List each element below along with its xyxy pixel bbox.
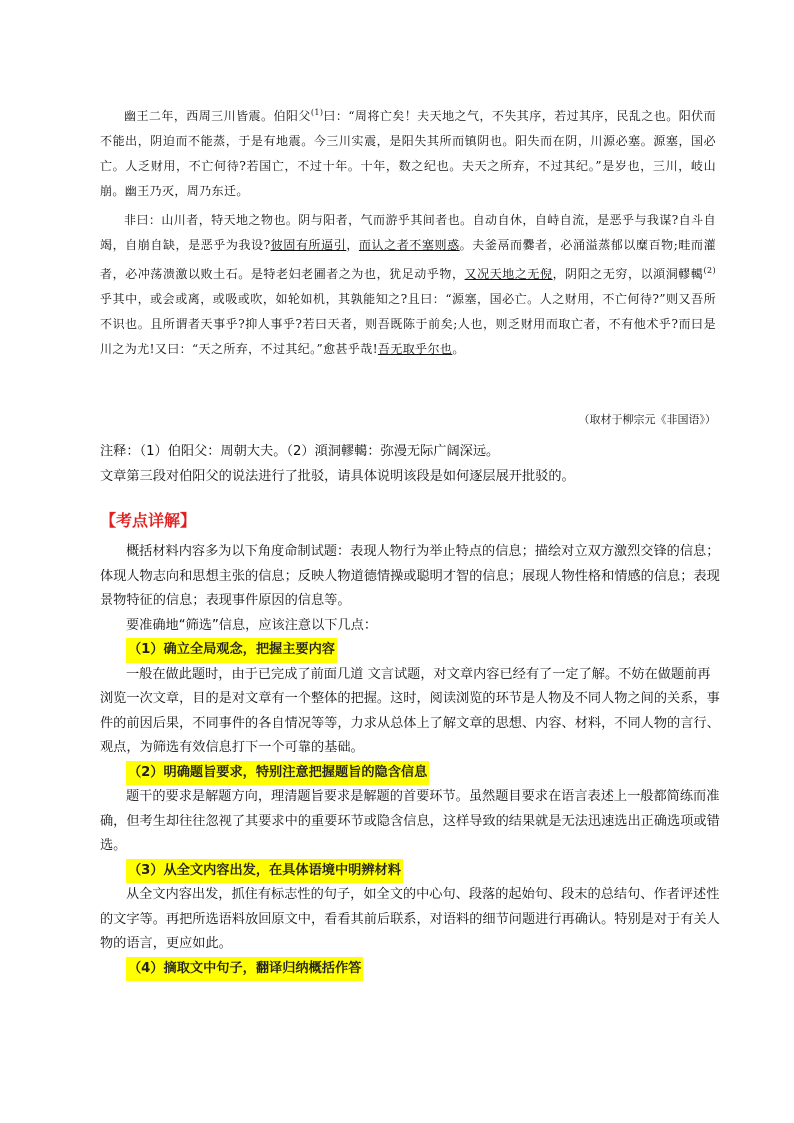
footnote-marker-2: (2) bbox=[703, 266, 716, 275]
point-2-text: 题干的要求是解题方向，理清题旨要求是解题的首要环节。虽然题目要求在语言表述上一般都简练而准确，但考生却往往忽视了其要求中的重要环节或隐含信息，这样导致的结果就是无法迅速选出正确选项或错选。 bbox=[100, 789, 720, 853]
point-1-text: 一般在做此题时，由于已完成了前面几道 文言试题，对文章内容已经有了一定了解。不妨在做题前再浏览一次文章，目的是对文章有一个整体的把握。这时，阅读浏览的环节是人物及不同人物之间的关系，事件的前因后果，不同事件的各自情况等等，力求从总体上了解文章的思想、内容、材料，不同人物的言行、观点，为筛选有效信息打下一个可靠的基础。 bbox=[100, 666, 720, 755]
passage-source: （取材于柳宗元《非国语》） bbox=[578, 413, 716, 426]
passage-paragraph-2: 非曰：山川者，特天地之物也。阴与阳者，气而游乎其间者也。自动自休，自峙自流，是恶乎与我谋?自斗自竭，自崩自缺，是恶乎为我设?彼固有所逼引，而认之者不塞则惑。夫釜鬲而爨者，必涌溢蒸郁以糜百物;畦而灌者，必冲荡溃激以败土石。是特老妇老圃者之为也，犹足动乎物，又况天地之无倪，阴阳之无穷，以澒洞轇轕$^{(2)}$乎其中，或会或离，或吸或吹，如轮如机，其孰能知之?且曰：“源塞，国必亡。人之财用，不亡何待?”则又吾所不识也。且所谓者天事乎?抑人事乎?若曰天者，则吾既陈于前矣;人也，则乏财用而取亡者，不有他术乎?而曰是川之为尤!又曰：“天之所弃，不过其纪。”愈甚乎哉!吾无取乎尔也。 bbox=[100, 213, 716, 356]
underlined-sentence-3: 又况天地之无倪 bbox=[464, 267, 553, 281]
intro-paragraph: 概括材料内容多为以下角度命制试题：表现人物行为举止特点的信息；描绘对立双方激烈交锋的信息；体现人物志向和思想主张的信息；反映人物道德情操或聪明才智的信息；展现人物性格和情感的信息；表现景物特征的信息；表现事件原因的信息等。 bbox=[100, 544, 720, 608]
annotation-text: 注释：（1）伯阳父：周朝大夫。（2）澒洞轇轕：弥漫无际广阔深远。 bbox=[100, 444, 500, 459]
explanation-block bbox=[100, 540, 720, 981]
question-text: 文章第三段对伯阳父的说法进行了批驳，请具体说明该段是如何逐层展开批驳的。 bbox=[100, 468, 575, 484]
notes-block bbox=[100, 440, 720, 489]
underlined-sentence-2: 而认之者不塞则惑 bbox=[358, 238, 460, 252]
passage-paragraph-1: 幽王二年，西周三川皆震。伯阳父$^{(1)}$曰：“周将亡矣！夫天地之气，不失其序，若过其序，民乱之也。阳伏而不能出，阴迫而不能蒸，于是有地震。今三川实震，是阳失其所而镇阴也。阳失而在阴，川源必塞。源塞，国必亡。人乏财用，不亡何待?若国亡，不过十年。十年，数之纪也。夫天之所弃，不过其纪。”是岁也，三川，岐山崩。幽王乃灭，周乃东迁。 bbox=[100, 108, 716, 198]
point-1-heading-row bbox=[100, 638, 720, 663]
point-2-heading: （2）明确题旨要求，特别注意把握题旨的隐含信息 bbox=[126, 761, 429, 786]
point-3-heading: （3）从全文内容出发，在具体语境中明辨材料 bbox=[126, 859, 403, 884]
point-3-text: 从全文内容出发，抓住有标志性的句子，如全文的中心句、段落的起始句、段末的总结句、作者评述性的文字等。再把所选语料放回原文中，看看其前后联系，对语料的细节问题进行再确认。特别是对于有关人物的语言，更应如此。 bbox=[100, 887, 720, 951]
point-4-heading: （4）摘取文中句子，翻译归纳概括作答 bbox=[126, 957, 363, 982]
point-1-heading: （1）确立全局观念，把握主要内容 bbox=[126, 638, 337, 663]
footnote-marker-1: (1) bbox=[310, 108, 324, 117]
point-3-heading-row bbox=[100, 859, 720, 884]
underlined-sentence-1: 彼固有所逼引 bbox=[270, 238, 347, 252]
point-2-heading-row bbox=[100, 761, 720, 786]
lead-paragraph: 要准确地“筛选”信息，应该注意以下几点： bbox=[126, 617, 378, 633]
section-title: 【考点详解】 bbox=[100, 511, 197, 530]
underlined-sentence-4: 吾无取乎尔也 bbox=[377, 342, 453, 356]
point-4-heading-row bbox=[100, 957, 720, 982]
classical-passage bbox=[100, 100, 716, 362]
